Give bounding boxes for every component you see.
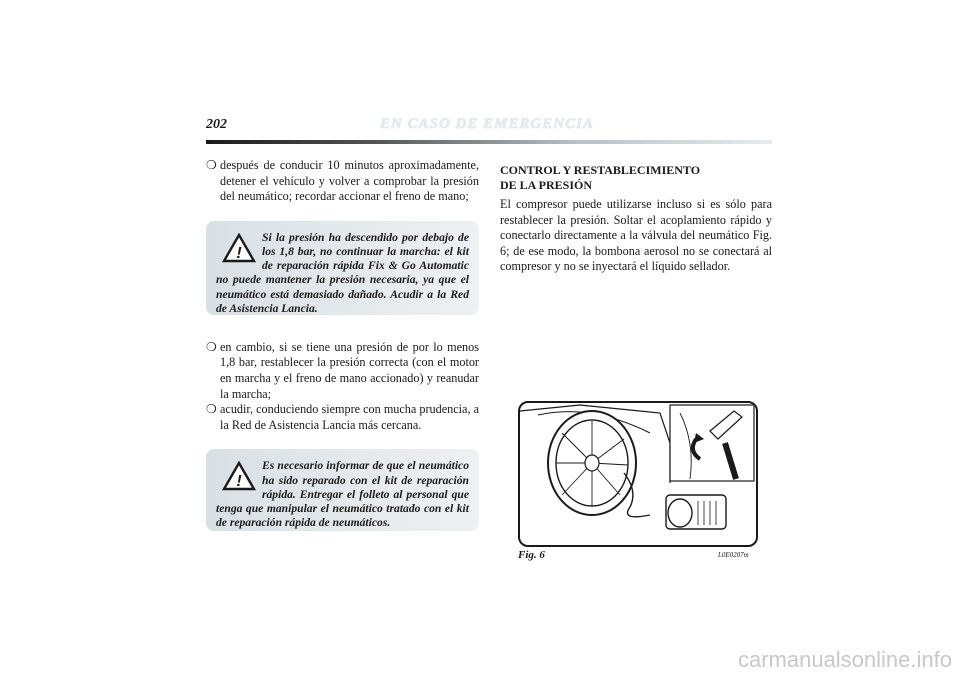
warning-triangle-icon bbox=[222, 233, 256, 263]
section-heading: CONTROL Y RESTABLECIMIENTO bbox=[500, 163, 701, 177]
bullet-text: acudir, conduciendo siempre con mucha prudencia, a la Red de Asistencia Lancia más cercana. bbox=[220, 402, 479, 432]
warning-box bbox=[206, 221, 479, 315]
header-rule bbox=[206, 140, 772, 144]
svg-text:!: ! bbox=[236, 473, 242, 491]
watermark: carmanualsonline.info bbox=[737, 647, 952, 672]
bullet-item bbox=[206, 402, 479, 433]
warning-text: Si la presión ha descendido por debajo de los 1,8 bar, no continuar la marcha: el kit de reparación rápida Fix & Go Automatic no puede mantener la presión necesaria, ya que el neumático está demasiado dañado. Acudir a la Red de Asistencia Lancia. bbox=[216, 230, 469, 315]
figure-compressor-illustration bbox=[518, 401, 758, 547]
warning-text: Es necesario informar de que el neumático ha sido reparado con el kit de reparación rápida. Entregar el folleto al personal que tenga que manipular el neumático tratado con el kit de reparación rápida de neumáticos. bbox=[216, 459, 469, 530]
bullet-mark: ❍ bbox=[206, 339, 217, 354]
section-heading-line-2: DE LA PRESIÓN bbox=[500, 178, 593, 192]
figure-code: L0E0207m bbox=[718, 551, 749, 559]
svg-text:!: ! bbox=[236, 244, 242, 262]
bullet-text: en cambio, si se tiene una presión de por lo menos 1,8 bar, restablecer la presión correcta (con el motor en marcha y el freno de mano accionado) y reanudar la marcha; bbox=[220, 339, 479, 401]
chapter-title: EN CASO DE EMERGENCIA bbox=[380, 116, 594, 132]
page-number: 202 bbox=[206, 117, 227, 132]
warning-box bbox=[206, 449, 479, 531]
bullet-text: después de conducir 10 minutos aproximadamente, detener el vehículo y volver a comprobar la presión del neumático; recordar accionar el freno de mano; bbox=[220, 158, 479, 204]
bullet-mark: ❍ bbox=[206, 402, 217, 417]
section-body: El compresor puede utilizarse incluso si es sólo para restablecer la presión. Soltar el acoplamiento rápido y conectarlo directamente a la válvula del neumático Fig. 6; de ese modo, la bombona aerosol no se conectará al compresor y no se inyectará el líquido sellador. bbox=[500, 197, 772, 274]
left-column bbox=[206, 158, 479, 531]
compressor-tire-illustration bbox=[520, 403, 756, 545]
bullet-item bbox=[206, 340, 479, 402]
warning-triangle-icon bbox=[222, 461, 256, 491]
bullet-item bbox=[206, 158, 479, 205]
right-column bbox=[500, 163, 772, 275]
bullet-mark: ❍ bbox=[206, 158, 217, 172]
figure-caption: Fig. 6 bbox=[518, 549, 545, 561]
